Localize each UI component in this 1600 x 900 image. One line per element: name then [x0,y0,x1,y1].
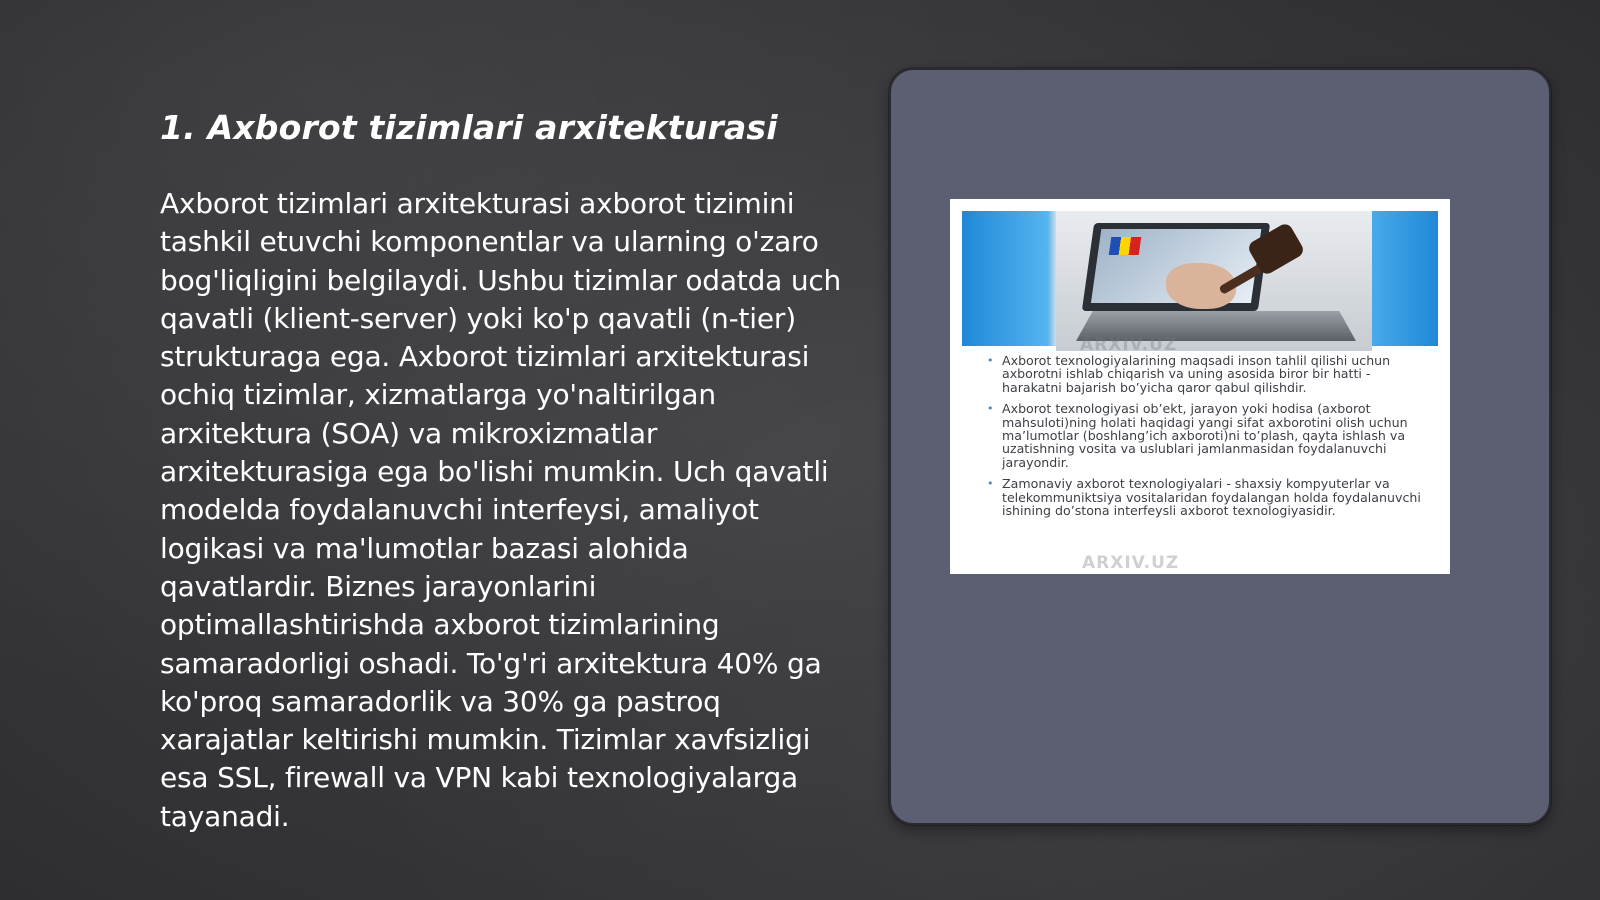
banner-image [962,211,1438,346]
watermark-bottom: ARXIV.UZ [1082,553,1180,573]
laptop-gavel-photo [1056,211,1372,351]
bullet-icon: • [987,477,994,491]
watermark-top: ARXIV.UZ [1080,335,1178,355]
list-item: • Axborot texnologiyalarining maqsadi inson tahlil qilishi uchun axborotni ishlab chiqarish va uning asosida biror bir hatti - harakatni bajarish bo’yicha qaror qabul qilishdir. [987,353,1391,395]
slide-title: 1. Axborot tizimlari arxitekturasi [160,108,778,147]
list-item: • Axborot texnologiyasi ob’ekt, jarayon yoki hodisa (axborot mahsuloti)ning holati haqidagi yangi sifat axborotini olish uchun ma’lumotlar (boshlang’ich axboroti)ni to’plash, qayta ishlash va uzatishning vosita va uslublari jamlanmasidan foydalanuvchi jarayondir. [987,401,1408,470]
embedded-slide-image [950,199,1450,574]
flag-icon [1109,237,1142,255]
slide-body-text: Axborot tizimlari arxitekturasi axborot tizimini tashkil etuvchi komponentlar va ularning o'zaro bog'liqligini belgilaydi. Ushbu tizimlar odatda uch qavatli (klient-server) yoki ko'p qavatli (n-tier) strukturaga ega. Axborot tizimlari arxitekturasi ochiq tizimlar, xizmatlarga yo'naltirilgan arxitektura (SOA) va mikroxizmatlar arxitekturasiga ega bo'lishi mumkin. Uch qavatli modelda foydalanuvchi interfeysi, amaliyot logikasi va ma'lumotlar bazasi alohida qavatlardir. Biznes jarayonlarini optimallashtirishda axborot tizimlarining samaradorligi oshadi. To'g'ri arxitektura 40% ga ko'proq samaradorlik va 30% ga pastroq xarajatlar keltirishi mumkin. Tizimlar xavfsizligi esa SSL, firewall va VPN kabi texnologiyalarga tayanadi. [160,187,842,833]
bullet-icon: • [987,402,994,416]
bullet-icon: • [987,354,994,367]
list-item: • Zamonaviy axborot texnologiyalari - shaxsiy kompyuterlar va telekommuniktsiya vositalaridan foydalangan holda foydalanuvchi ishining do’stona interfeysli axborot texnologiyasidir. [987,476,1421,519]
image-bullet-list [986,354,1426,525]
